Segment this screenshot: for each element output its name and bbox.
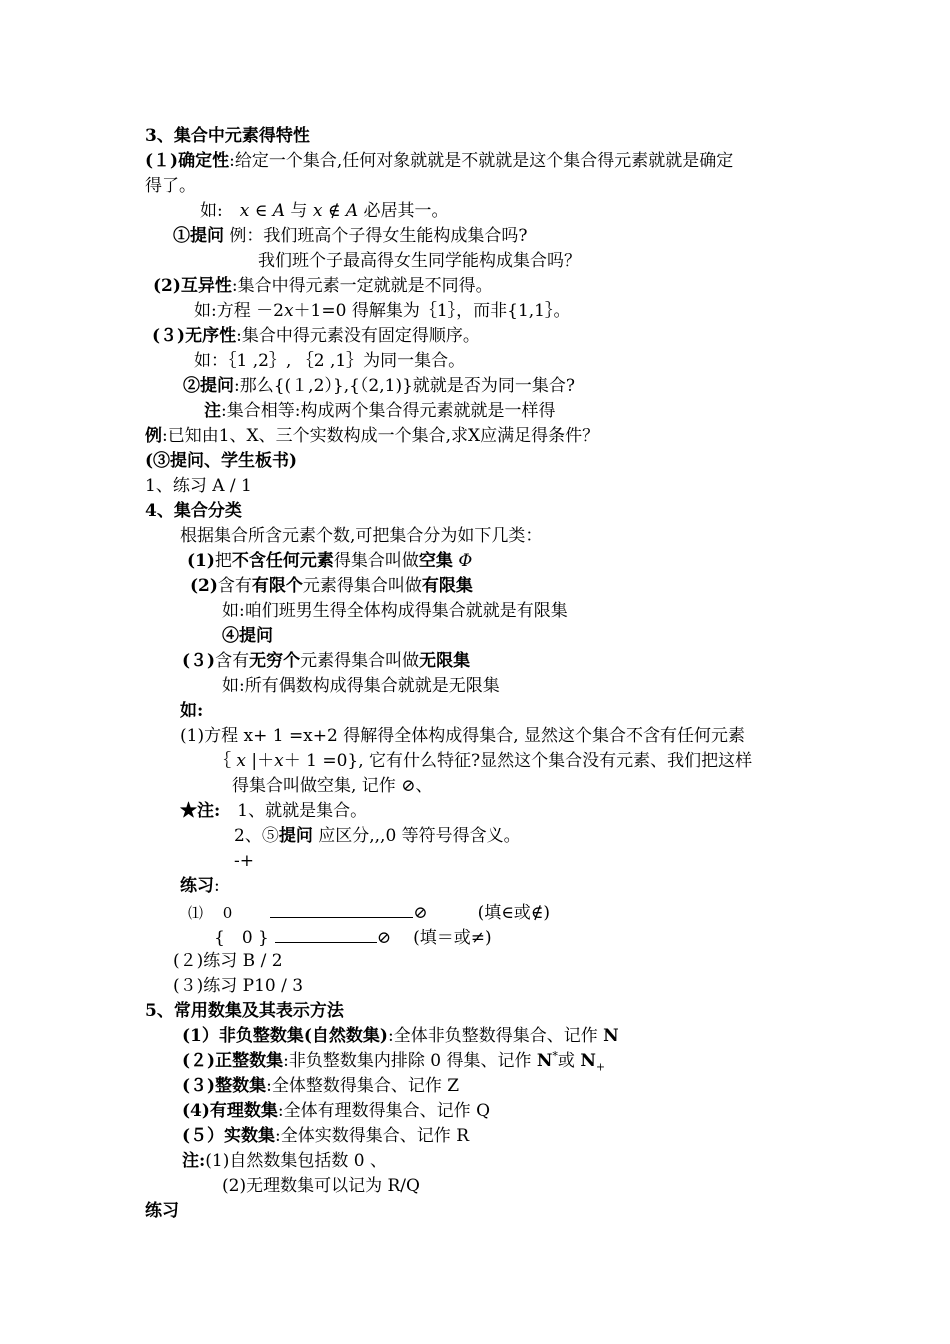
rational-set: [182, 1099, 490, 1123]
note-text: :集合相等:构成两个集合得元素就就是一样得: [221, 401, 556, 421]
exercise-1: [188, 899, 550, 925]
example-text: ｛: [214, 751, 237, 771]
set-name: (1）非负整数集(自然数集): [182, 1026, 388, 1046]
section-4-title: 4、集合分类: [145, 501, 242, 521]
star-note-2: [234, 824, 521, 848]
subscript: +: [595, 1060, 606, 1074]
colon: :: [214, 876, 220, 896]
var-A: A: [272, 201, 286, 221]
var-x: x: [274, 751, 284, 771]
natural-number-set: [182, 1024, 619, 1048]
note-label: 注: [204, 401, 221, 421]
question-4: ④提问: [222, 626, 273, 646]
infinite-set-line: [182, 649, 470, 673]
number-set-note-1: [182, 1149, 387, 1173]
note-set-equality: [204, 399, 555, 423]
question-1-text: 例：我们班高个子得女生能构成集合吗?: [224, 226, 528, 246]
var-x: x: [239, 201, 250, 221]
empty-set-line: [187, 549, 472, 573]
set-symbol: R: [456, 1126, 469, 1146]
exercise-2: [214, 924, 492, 950]
item-text: 元素得集合叫做: [302, 576, 422, 596]
determinacy-label: (１)确定性: [145, 151, 230, 171]
exercise-title: 练习: [180, 876, 214, 896]
example-prefix: 如:: [200, 201, 240, 221]
empty-set-symbol: Φ: [452, 551, 473, 571]
positive-integer-set: [182, 1049, 605, 1073]
infinite-set-example: 如:所有偶数构成得集合就就是无限集: [222, 676, 500, 696]
example-problem: [145, 424, 599, 448]
question-5-label: 提问: [278, 826, 313, 846]
star-note-1: 1、就就是集合。: [220, 801, 368, 821]
set-definition: :全体非负整数得集合、记作: [387, 1026, 604, 1046]
question-2-label: ②提问: [183, 376, 234, 396]
finite-set-line: [190, 574, 473, 598]
item-emphasis: 无穷个: [249, 651, 301, 671]
examples-label: 如:: [180, 701, 204, 721]
empty-set-term: 空集: [418, 551, 453, 571]
item-text: 把: [214, 551, 232, 571]
question-1-label: ①提问: [173, 226, 224, 246]
exercise-1-prefix: ⑴ 0: [188, 904, 233, 922]
set-definition: :全体实数得集合、记作: [275, 1126, 457, 1146]
example-problem-text: :已知由1、X、三个实数构成一个集合,求X应满足得条件？: [162, 426, 600, 446]
item-number: (2): [190, 576, 218, 596]
example-text: ＋ 1 =0}, 它有什么特征?显然这个集合没有元素、我们把这样: [283, 751, 753, 771]
set-symbol: N: [536, 1051, 553, 1071]
or-text: 或: [557, 1051, 581, 1071]
question-2-text: :那么{(１,2）},{（2,1)}就就是否为同一集合?: [234, 376, 576, 396]
practice-a1: 1、练习 A / 1: [145, 476, 252, 496]
real-set: [182, 1124, 469, 1148]
unordered-label: (３)无序性: [152, 326, 237, 346]
set-name: (３)整数集: [182, 1076, 267, 1096]
item-text: 含有: [215, 651, 250, 671]
note-text: (1)自然数集包括数 0 、: [205, 1151, 387, 1171]
note-label: 注:: [182, 1151, 206, 1171]
question-2: [183, 374, 575, 398]
determinacy-continuation: 得了。: [145, 176, 196, 196]
determinacy-example: [200, 199, 449, 223]
empty-example-1: (1)方程 x+ 1 =x+2 得解得全体构成得集合, 显然这个集合不含有任何元素: [180, 726, 746, 746]
example-text: 如:方程 －2: [194, 301, 284, 321]
var-A: A: [345, 201, 359, 221]
set-definition: :非负整数集内排除 0 得集、记作: [283, 1051, 537, 1071]
star-note: [180, 799, 367, 823]
exercise-hint: (填∈或∉): [477, 903, 550, 923]
unordered-example: 如：｛1 ,2｝, ｛2 ,1｝为同一集合。: [194, 351, 466, 371]
item-text: 元素得集合叫做: [300, 651, 420, 671]
number-set-note-2: (2)无理数集可以记为 R/Q: [222, 1176, 420, 1196]
determinacy-text: :给定一个集合,任何对象就就是不就就是这个集合得元素就就是确定: [229, 151, 734, 171]
finite-set-term: 有限集: [421, 576, 473, 596]
set-name: (２)正整数集: [182, 1051, 284, 1071]
set-name: (５）实数集: [182, 1126, 276, 1146]
set-symbol: Q: [476, 1101, 490, 1121]
set-symbol: N: [580, 1051, 596, 1071]
empty-set-symbol: ⊘: [413, 903, 428, 923]
set-symbol: Z: [447, 1076, 460, 1096]
infinite-set-term: 无限集: [419, 651, 471, 671]
integer-set: [182, 1074, 459, 1098]
fill-blank[interactable]: [275, 924, 377, 943]
exercise-2-prefix: { 0 }: [214, 928, 269, 948]
section-3-title: 3、集合中元素得特性: [145, 126, 310, 146]
item-emphasis: 不含任何元素: [231, 551, 334, 571]
finite-set-example: 如:咱们班男生得全体构成得集合就就是有限集: [222, 601, 568, 621]
example-text: |＋: [246, 751, 275, 771]
note-text: 2、⑤: [234, 826, 279, 846]
item-number: (３): [182, 651, 216, 671]
final-exercise-label: 练习: [145, 1201, 179, 1221]
star-note-label: ★注:: [180, 801, 221, 821]
distinctness-label: (2)互异性: [153, 276, 232, 296]
exercise-hint: (填＝或≠): [413, 928, 492, 948]
exercise-label: [180, 874, 220, 898]
example-text: ＋1=0 得解集为｛1｝，而非{1,1｝。: [293, 301, 571, 321]
distinctness-text: :集合中得元素一定就就是不同得。: [231, 276, 493, 296]
distinctness-example: [194, 299, 571, 323]
superscript: *: [552, 1049, 558, 1063]
example-suffix: 必居其一。: [358, 201, 449, 221]
question-1-followup: 我们班个子最高得女生同学能构成集合吗？: [258, 251, 581, 271]
set-definition: :全体整数得集合、记作: [266, 1076, 448, 1096]
item-number: (1): [187, 551, 215, 571]
var-x: x: [236, 751, 246, 771]
classification-intro: 根据集合所含元素个数,可把集合分为如下几类：: [180, 526, 543, 546]
practice-b2: (２)练习 B / 2: [173, 951, 283, 971]
item-text: 含有: [217, 576, 252, 596]
set-name: (4)有理数集: [182, 1101, 278, 1121]
question-1: [173, 224, 528, 248]
set-definition: :全体有理数得集合、记作: [277, 1101, 477, 1121]
star-note-3: -+: [234, 851, 254, 871]
empty-example-3: 得集合叫做空集, 记作 ⊘、: [232, 776, 433, 796]
conj-text: 与: [285, 201, 313, 221]
determinacy-line: [145, 149, 733, 173]
unordered-line: [152, 324, 480, 348]
set-symbol: N: [603, 1026, 619, 1046]
unordered-text: :集合中得元素没有固定得顺序。: [236, 326, 480, 346]
item-emphasis: 有限个: [251, 576, 303, 596]
question-3: (③提问、学生板书): [145, 451, 298, 471]
empty-example-2: [214, 749, 752, 773]
item-text: 得集合叫做: [333, 551, 419, 571]
in-symbol: ∈: [249, 201, 273, 221]
var-x: x: [312, 201, 323, 221]
fill-blank[interactable]: [270, 899, 413, 918]
notin-symbol: ∉: [322, 201, 346, 221]
note-text: 应区分,,,0 等符号得含义。: [312, 826, 521, 846]
section-5-title: 5、常用数集及其表示方法: [145, 1001, 344, 1021]
var-x: x: [283, 301, 294, 321]
empty-set-symbol: ⊘: [376, 928, 392, 948]
distinctness-line: [153, 274, 493, 298]
practice-p10: (３)练习 P10 / 3: [173, 976, 304, 996]
example-label: 例: [145, 426, 162, 446]
